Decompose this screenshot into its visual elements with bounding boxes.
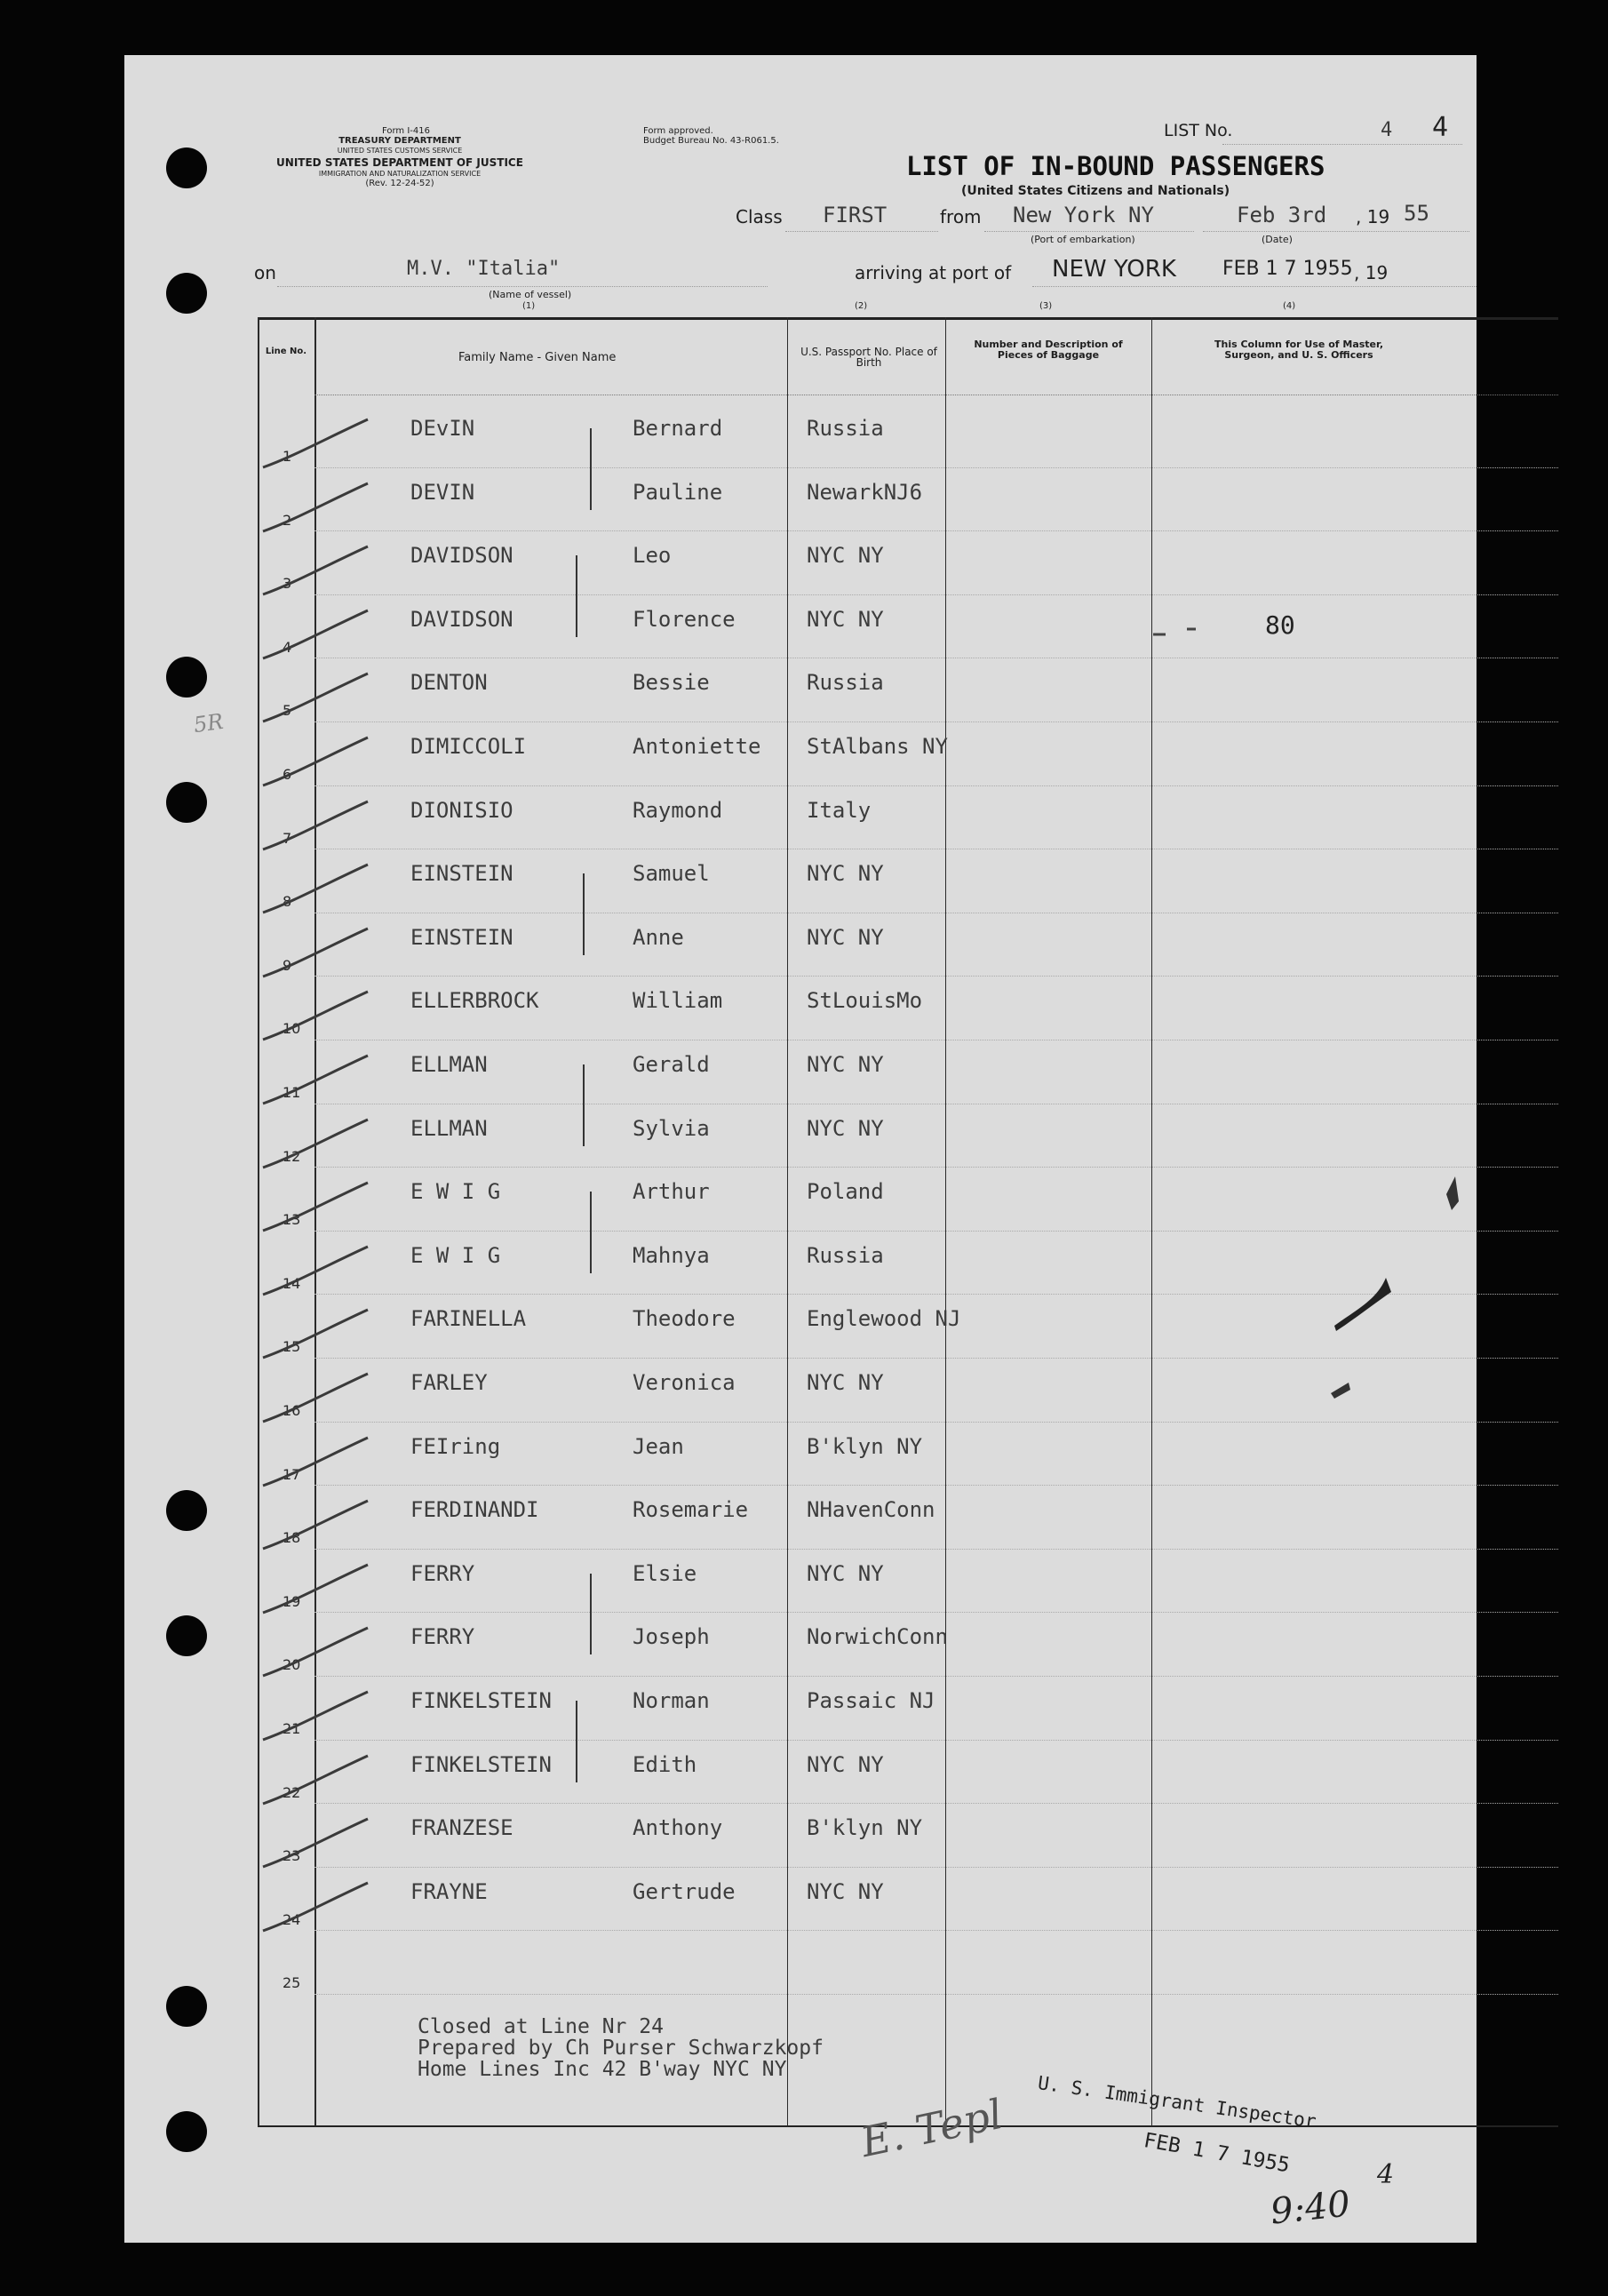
family-name: FARLEY [410, 1370, 488, 1395]
check-mark-icon [258, 476, 373, 538]
row-divider [314, 1167, 1558, 1168]
line-number: 13 [283, 1211, 301, 1229]
place-of-birth: NYC NY [807, 861, 884, 887]
given-name: Bernard [633, 416, 723, 441]
family-name: DAVIDSON [410, 543, 513, 569]
treasury-dept: TREASURY DEPARTMENT [338, 136, 461, 146]
form-approved: Form approved. [643, 126, 713, 136]
list-no-label: LIST No. [1164, 121, 1233, 140]
row-divider [314, 1930, 1558, 1931]
line-number: 14 [283, 1274, 301, 1292]
line-number: 7 [283, 829, 292, 847]
place-of-birth: NHavenConn [807, 1497, 935, 1523]
revision: (Rev. 12-24-52) [365, 179, 434, 188]
place-of-birth: Passaic NJ [807, 1688, 935, 1713]
family-name: ELLERBROCK [410, 988, 539, 1014]
family-name: FARINELLA [410, 1306, 527, 1332]
punch-hole [166, 2111, 207, 2152]
check-mark-icon [258, 794, 373, 857]
line-number: 12 [283, 1147, 301, 1165]
line-number: 24 [283, 1910, 301, 1928]
place-of-birth: NewarkNJ6 [807, 479, 923, 505]
check-mark-icon [258, 1367, 373, 1429]
check-mark-icon [258, 921, 373, 984]
vessel-line [277, 286, 768, 287]
family-bracket [590, 1192, 592, 1273]
row-divider [314, 1740, 1558, 1741]
row-divider [314, 1358, 1558, 1359]
year-prefix: , 19 [1356, 206, 1390, 227]
family-bracket [590, 428, 592, 510]
col-header-passport: U.S. Passport No. Place of Birth [800, 346, 937, 369]
family-name: DENTON [410, 670, 488, 696]
place-of-birth: NYC NY [807, 924, 884, 950]
family-name: FERRY [410, 1560, 475, 1586]
punch-hole [166, 1986, 207, 2027]
given-name: Theodore [633, 1306, 736, 1332]
col-header-line-no: Line No. [265, 347, 307, 356]
date-value: Feb 3rd [1237, 203, 1327, 227]
ink-dash [1153, 629, 1196, 634]
from-line [984, 231, 1194, 232]
check-mark-icon [258, 603, 373, 666]
ins-service: IMMIGRATION AND NATURALIZATION SERVICE [318, 170, 482, 178]
row-divider [314, 1994, 1558, 1995]
check-mark-icon [258, 666, 373, 729]
manifest-sheet [124, 55, 1477, 2243]
on-label: on [254, 262, 276, 283]
form-number: Form I-416 [381, 126, 430, 136]
check-mark-icon [258, 1494, 373, 1556]
year-value: 55 [1404, 201, 1429, 226]
family-name: FINKELSTEIN [410, 1751, 552, 1777]
family-name: EINSTEIN [410, 924, 513, 950]
check-mark-icon [258, 1303, 373, 1365]
given-name: Samuel [633, 861, 710, 887]
arriving-line [1032, 286, 1477, 287]
inspector-signature: E. Tepl [856, 2089, 1007, 2167]
col-divider-officers [1151, 317, 1152, 2126]
row-divider [314, 1803, 1558, 1804]
given-name: Anne [633, 924, 684, 950]
inspector-title: U. S. Immigrant Inspector [1036, 2072, 1318, 2133]
given-name: Mahnya [633, 1242, 710, 1268]
given-name: Bessie [633, 670, 710, 696]
given-name: Joseph [633, 1624, 710, 1650]
customs-service: UNITED STATES CUSTOMS SERVICE [337, 147, 463, 155]
line-number: 22 [283, 1783, 301, 1801]
inspector-mark: 4 [1377, 2159, 1395, 2190]
place-of-birth: NYC NY [807, 606, 884, 632]
punch-hole [166, 1490, 207, 1531]
arriving-value: NEW YORK [1052, 256, 1176, 283]
list-no-value: 4 [1381, 119, 1393, 141]
place-of-birth: Russia [807, 670, 884, 696]
inspector-stamp-date: FEB 1 7 1955 [1142, 2129, 1292, 2178]
check-mark-icon [258, 857, 373, 920]
family-name: DIMICCOLI [410, 734, 527, 759]
family-name: FERRY [410, 1624, 475, 1650]
ink-smudge-1 [1334, 1278, 1391, 1331]
family-name: FERDINANDI [410, 1497, 539, 1523]
row-divider [314, 1867, 1558, 1868]
col-header-baggage: Number and Description of Pieces of Baggage [974, 339, 1123, 361]
place-of-birth: Poland [807, 1179, 884, 1205]
vessel-num: (1) [522, 301, 536, 311]
check-mark-icon [258, 1685, 373, 1747]
line-number: 23 [283, 1847, 301, 1865]
line-number: 9 [283, 956, 292, 974]
place-of-birth: B'klyn NY [807, 1433, 923, 1459]
given-name: Veronica [633, 1370, 736, 1395]
check-mark-icon [258, 1749, 373, 1811]
place-of-birth: Italy [807, 797, 872, 823]
check-mark-icon [258, 539, 373, 602]
given-name: Arthur [633, 1179, 710, 1205]
given-name: Elsie [633, 1560, 697, 1586]
given-name: Raymond [633, 797, 723, 823]
place-of-birth: NYC NY [807, 1560, 884, 1586]
given-name: Sylvia [633, 1115, 710, 1141]
line-number: 11 [283, 1084, 301, 1101]
given-name: Jean [633, 1433, 684, 1459]
line-number: 19 [283, 1592, 301, 1610]
row-divider [314, 721, 1558, 722]
punch-hole [166, 657, 207, 698]
port-embark-caption: (Port of embarkation) [1031, 234, 1135, 245]
check-mark-icon [258, 1876, 373, 1938]
row-divider [314, 1549, 1558, 1550]
family-name: FINKELSTEIN [410, 1688, 552, 1713]
check-mark-icon [258, 1112, 373, 1175]
row-divider [314, 594, 1558, 595]
line-number: 10 [283, 1020, 301, 1038]
page-title: LIST OF IN-BOUND PASSENGERS [906, 151, 1325, 181]
row-divider [314, 785, 1558, 786]
line-number: 4 [283, 638, 292, 656]
date-line [1203, 231, 1469, 232]
given-name: William [633, 988, 723, 1014]
row-divider [314, 467, 1558, 468]
list-no-value-2: 4 [1432, 112, 1449, 143]
family-name: ELLMAN [410, 1115, 488, 1141]
line-number: 17 [283, 1465, 301, 1483]
arrival-stamp: FEB 1 7 1955 [1222, 258, 1353, 280]
punch-hole [166, 147, 207, 188]
date-caption: (Date) [1262, 234, 1293, 245]
row-divider [314, 1676, 1558, 1677]
budget-bureau: Budget Bureau No. 43-R061.5. [643, 136, 779, 146]
given-name: Antoniette [633, 734, 761, 759]
row-divider [314, 1485, 1558, 1486]
line-number: 5 [283, 702, 292, 720]
check-mark-icon [258, 1176, 373, 1238]
col-divider-passport [787, 317, 788, 2126]
vessel-caption: (Name of vessel) [489, 289, 572, 300]
class-value: FIRST [823, 203, 888, 227]
closing-line-1: Closed at Line Nr 24 [418, 2015, 664, 2038]
family-name: FEIring [410, 1433, 501, 1459]
check-mark-icon [258, 1812, 373, 1874]
row-divider [314, 1612, 1558, 1613]
class-line [785, 231, 938, 232]
given-name: Gertrude [633, 1878, 736, 1904]
col-num-2: (2) [855, 301, 868, 311]
check-mark-icon [258, 730, 373, 793]
family-name: DIONISIO [410, 797, 513, 823]
officer-note: 80 [1265, 610, 1295, 640]
row-divider [314, 1231, 1558, 1232]
given-name: Gerald [633, 1052, 710, 1077]
ink-smudge-2 [1331, 1383, 1350, 1399]
arrival-year: , 19 [1354, 262, 1389, 283]
family-name: DEvIN [410, 416, 475, 441]
line-number: 16 [283, 1402, 301, 1419]
punch-hole [166, 273, 207, 314]
col-divider-baggage [945, 317, 946, 2126]
family-name: EINSTEIN [410, 861, 513, 887]
given-name: Leo [633, 543, 672, 569]
place-of-birth: NYC NY [807, 1878, 884, 1904]
check-mark-icon [258, 985, 373, 1047]
margin-note: 5R [192, 708, 226, 738]
place-of-birth: Russia [807, 416, 884, 441]
arriving-label: arriving at port of [855, 262, 1012, 283]
place-of-birth: NYC NY [807, 1370, 884, 1395]
punch-hole [166, 1615, 207, 1656]
line-number: 20 [283, 1656, 301, 1674]
family-name: E W I G [410, 1242, 501, 1268]
place-of-birth: NYC NY [807, 1751, 884, 1777]
place-of-birth: Englewood NJ [807, 1306, 961, 1332]
line-number: 15 [283, 1338, 301, 1356]
check-mark-icon [258, 1431, 373, 1493]
row-divider [314, 1294, 1558, 1295]
family-name: FRANZESE [410, 1815, 513, 1841]
place-of-birth: B'klyn NY [807, 1815, 923, 1841]
line-number: 21 [283, 1720, 301, 1737]
check-mark-icon [258, 412, 373, 474]
page-subtitle: (United States Citizens and Nationals) [961, 184, 1230, 198]
given-name: Norman [633, 1688, 710, 1713]
family-name: DEVIN [410, 479, 475, 505]
check-mark-icon [258, 1048, 373, 1111]
punch-hole [166, 782, 207, 823]
row-divider [314, 1422, 1558, 1423]
place-of-birth: Russia [807, 1242, 884, 1268]
col-num-3: (3) [1039, 301, 1053, 311]
closing-line-2: Prepared by Ch Purser Schwarzkopf [418, 2037, 824, 2060]
vessel-value: M.V. "Italia" [407, 258, 561, 280]
family-name: FRAYNE [410, 1878, 488, 1904]
given-name: Florence [633, 606, 736, 632]
place-of-birth: NYC NY [807, 1115, 884, 1141]
family-bracket [590, 1574, 592, 1655]
family-name: ELLMAN [410, 1052, 488, 1077]
table-top-border [258, 317, 1558, 320]
family-name: E W I G [410, 1179, 501, 1205]
family-bracket [583, 873, 585, 955]
from-label: from [940, 206, 982, 227]
class-label: Class [736, 206, 783, 227]
given-name: Anthony [633, 1815, 723, 1841]
family-name: DAVIDSON [410, 606, 513, 632]
place-of-birth: StAlbans NY [807, 734, 948, 759]
line-number: 2 [283, 511, 292, 529]
line-number: 18 [283, 1529, 301, 1547]
line-number: 25 [283, 1974, 301, 1992]
justice-dept: UNITED STATES DEPARTMENT OF JUSTICE [276, 156, 523, 169]
given-name: Edith [633, 1751, 697, 1777]
family-bracket [576, 555, 577, 637]
given-name: Rosemarie [633, 1497, 749, 1523]
ink-smudge-3 [1446, 1176, 1459, 1210]
list-no-line [1222, 144, 1462, 145]
place-of-birth: NorwichConn [807, 1624, 948, 1650]
inspector-time: 9:40 [1268, 2183, 1352, 2233]
family-bracket [583, 1064, 585, 1146]
check-mark-icon [258, 1558, 373, 1620]
given-name: Pauline [633, 479, 723, 505]
row-divider [314, 976, 1558, 977]
place-of-birth: NYC NY [807, 1052, 884, 1077]
line-number: 3 [283, 575, 292, 593]
line-number: 8 [283, 893, 292, 911]
check-mark-icon [258, 1240, 373, 1302]
family-bracket [576, 1701, 577, 1782]
col-header-officers: This Column for Use of Master, Surgeon, and U. S. Officers [1214, 339, 1383, 361]
place-of-birth: StLouisMo [807, 988, 923, 1014]
line-number: 6 [283, 766, 292, 783]
line-number: 1 [283, 448, 292, 465]
place-of-birth: NYC NY [807, 543, 884, 569]
row-divider [314, 530, 1558, 531]
closing-line-3: Home Lines Inc 42 B'way NYC NY [418, 2058, 787, 2081]
check-mark-icon [258, 1621, 373, 1683]
col-header-name: Family Name - Given Name [458, 351, 617, 364]
from-value: New York NY [1013, 203, 1154, 227]
col-num-4: (4) [1283, 301, 1296, 311]
